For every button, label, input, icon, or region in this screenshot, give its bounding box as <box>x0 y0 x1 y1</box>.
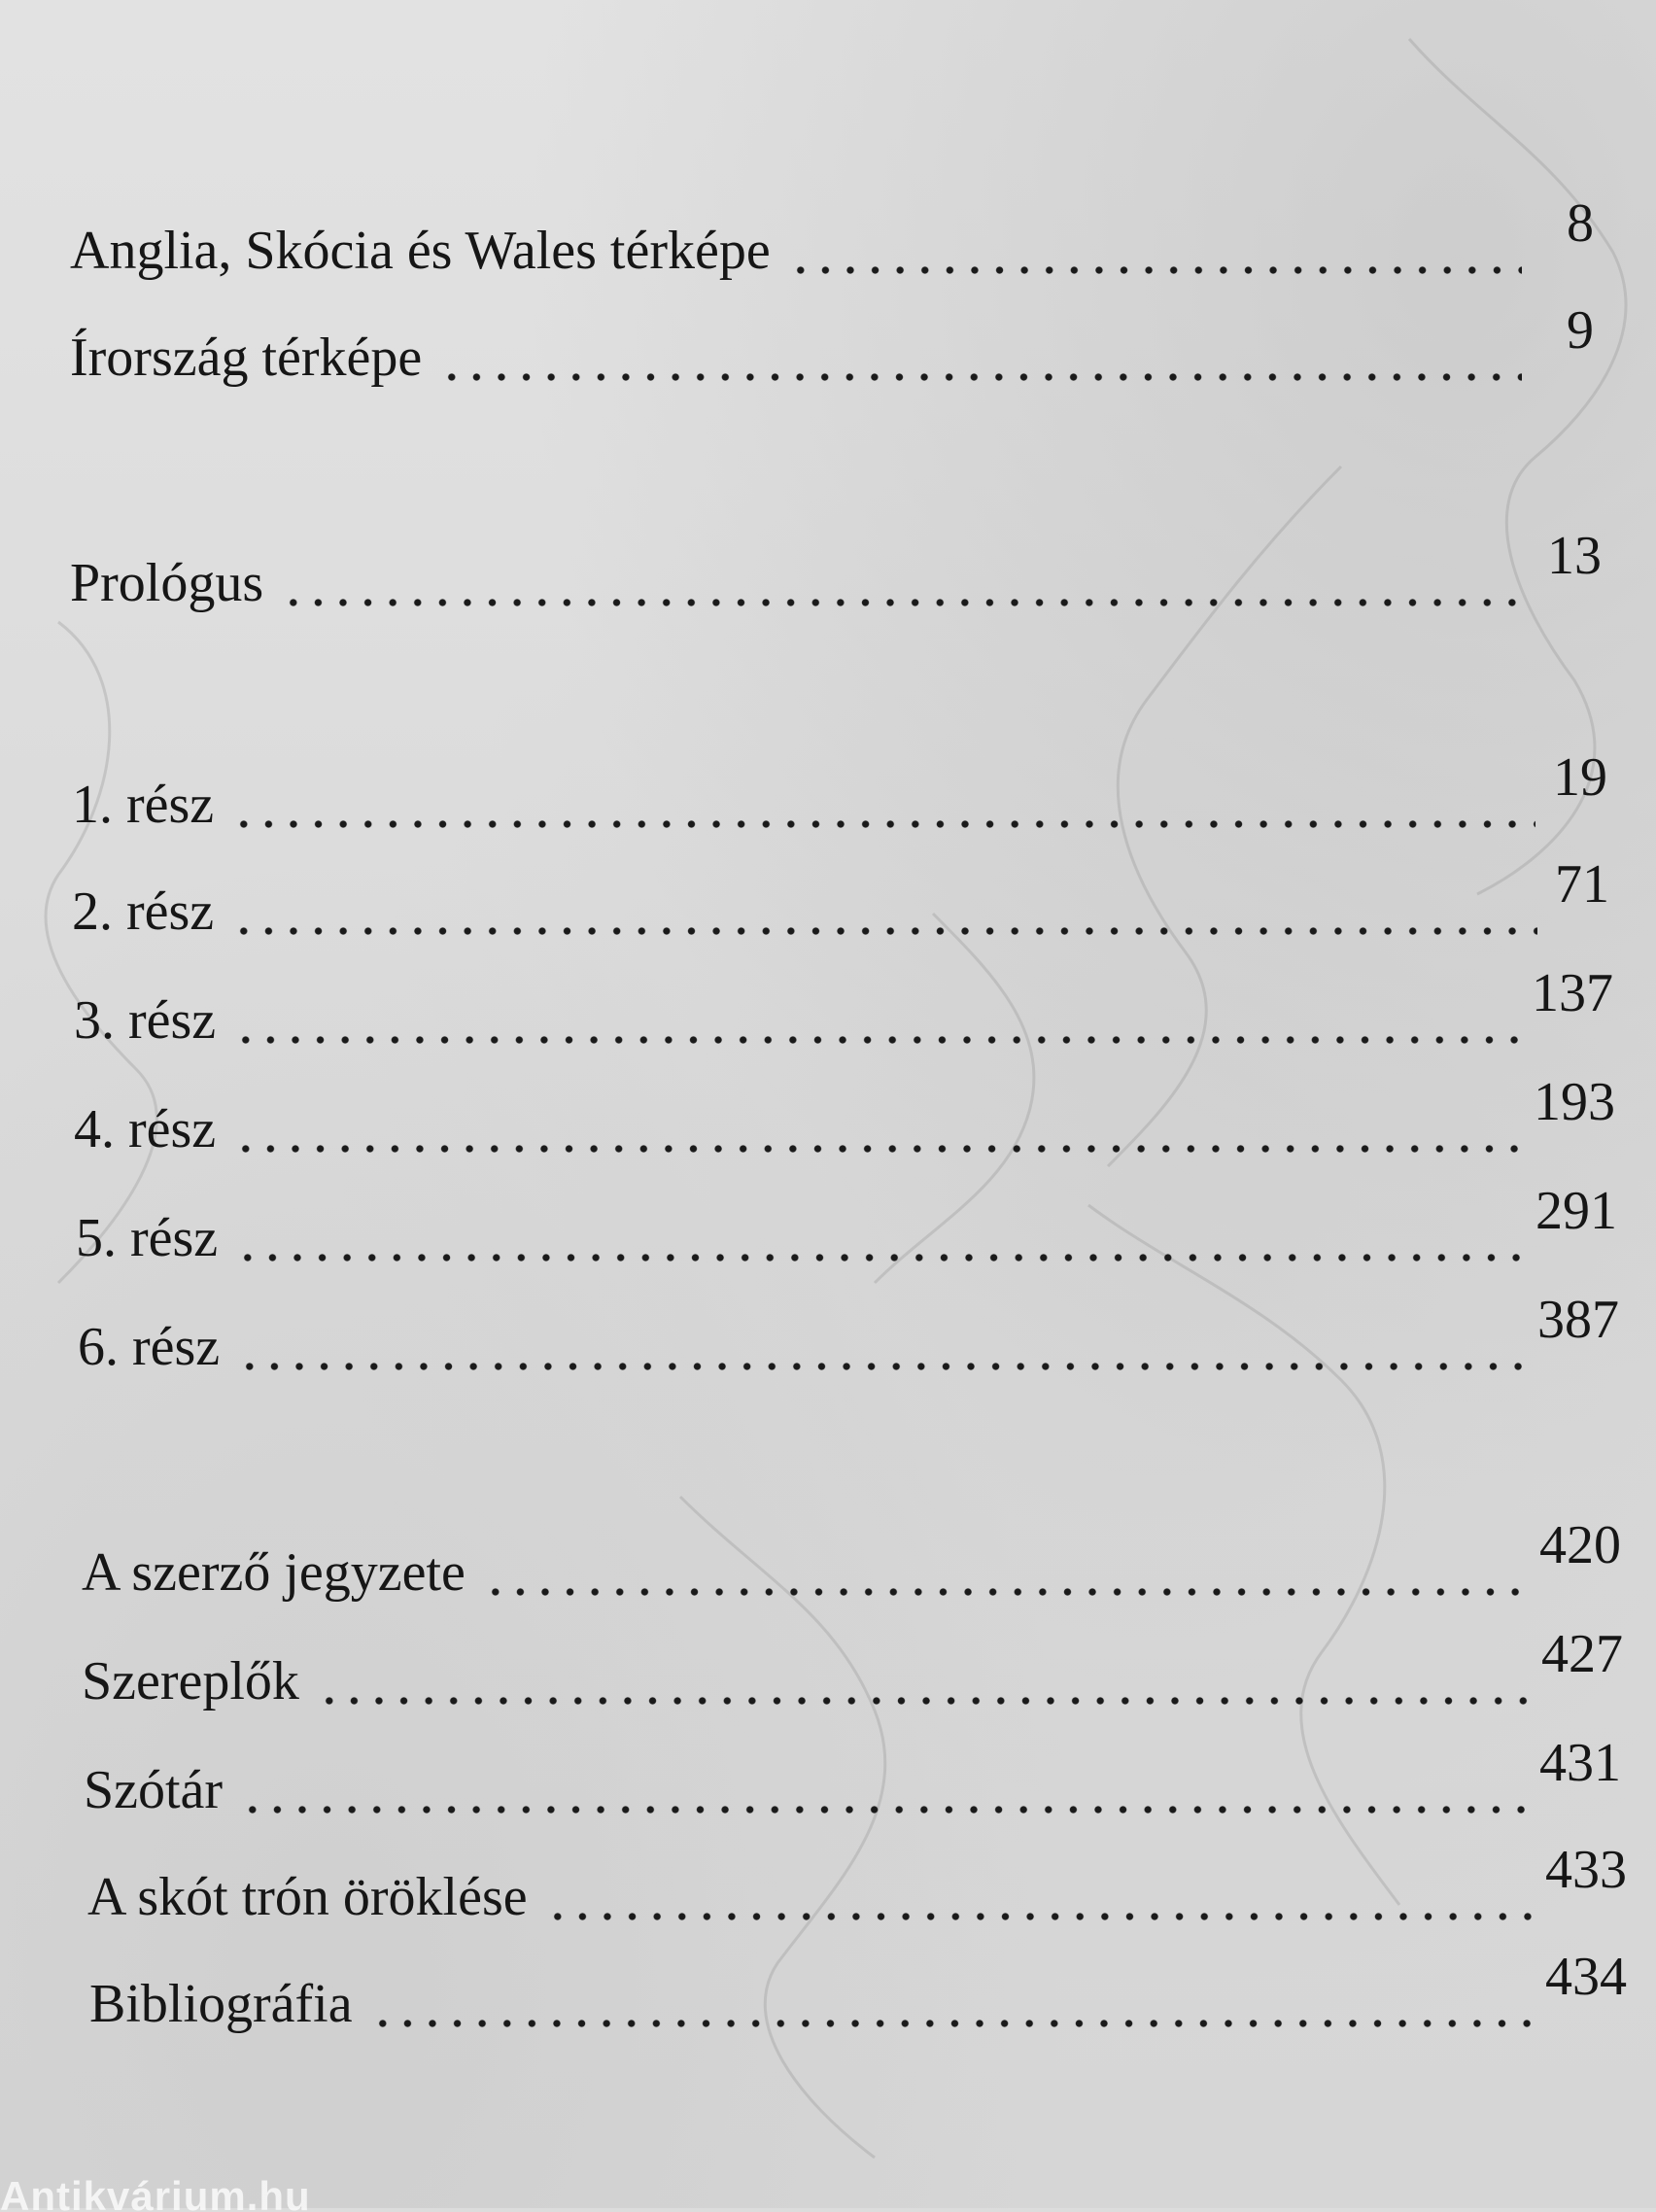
toc-entry-page-number: 420 <box>1539 1515 1621 1575</box>
toc-entry-page-number: 71 <box>1555 854 1609 915</box>
toc-entry-bibliography[interactable] <box>89 1944 1627 2034</box>
dot-leader <box>439 328 1522 383</box>
dot-leader <box>233 991 1518 1046</box>
dot-leader <box>240 1761 1526 1815</box>
dot-leader <box>231 882 1537 937</box>
toc-entry-page-number: 193 <box>1534 1072 1615 1132</box>
toc-entry-glossary[interactable] <box>84 1730 1621 1820</box>
toc-entry-part-2[interactable] <box>72 851 1609 942</box>
toc-entry-part-3[interactable] <box>74 960 1613 1051</box>
toc-entry-page-number: 291 <box>1535 1181 1617 1241</box>
toc-entry-part-1[interactable] <box>72 744 1607 835</box>
toc-entry-title: A skót trón öröklése <box>87 1867 528 1927</box>
toc-entry-title: Szótár <box>84 1760 224 1820</box>
dot-leader <box>281 554 1530 608</box>
dot-leader <box>370 1975 1532 2029</box>
toc-entry-title: Írország térképe <box>70 328 423 388</box>
toc-entry-title: Prológus <box>70 553 264 613</box>
toc-entry-title: 1. rész <box>72 775 215 835</box>
toc-entry-page-number: 433 <box>1545 1840 1627 1900</box>
dot-leader <box>483 1543 1526 1598</box>
dot-leader <box>231 776 1535 830</box>
toc-entry-map-ireland[interactable] <box>70 297 1594 388</box>
toc-entry-title: 2. rész <box>72 881 215 942</box>
toc-entry-title: 3. rész <box>74 990 217 1051</box>
toc-entry-page-number: 434 <box>1545 1947 1627 2007</box>
toc-entry-part-4[interactable] <box>74 1069 1615 1157</box>
toc-entry-title: Szereplők <box>82 1651 299 1711</box>
toc-entry-characters[interactable] <box>82 1621 1623 1709</box>
dot-leader <box>235 1209 1522 1263</box>
dot-leader <box>788 222 1522 276</box>
dot-leader <box>545 1868 1532 1922</box>
toc-entry-page-number: 13 <box>1547 526 1602 586</box>
dot-leader <box>317 1652 1528 1707</box>
toc-entry-page-number: 431 <box>1539 1733 1621 1793</box>
toc-entry-page-number: 8 <box>1567 193 1594 254</box>
toc-entry-title: 5. rész <box>76 1208 219 1268</box>
watermark-text: Antikvárium.hu <box>0 2173 311 2212</box>
toc-entry-authors-note[interactable] <box>82 1512 1621 1603</box>
toc-entry-page-number: 427 <box>1541 1624 1623 1684</box>
toc-entry-page-number: 387 <box>1537 1290 1619 1350</box>
toc-entry-page-number: 19 <box>1553 747 1607 808</box>
toc-entry-title: Anglia, Skócia és Wales térképe <box>70 221 771 281</box>
toc-entry-page-number: 137 <box>1532 963 1613 1023</box>
toc-entry-title: Bibliográfia <box>89 1974 353 2034</box>
dot-leader <box>237 1318 1524 1372</box>
toc-entry-title: 6. rész <box>78 1317 221 1377</box>
toc-entry-scottish-succession[interactable] <box>87 1837 1627 1927</box>
toc-entry-part-6[interactable] <box>78 1287 1619 1377</box>
dot-leader <box>233 1100 1520 1155</box>
toc-entry-prologue[interactable] <box>70 523 1602 613</box>
toc-entry-map-britain[interactable] <box>70 190 1594 281</box>
toc-entry-title: A szerző jegyzete <box>82 1542 466 1603</box>
toc-entry-title: 4. rész <box>74 1099 217 1159</box>
toc-entry-part-5[interactable] <box>76 1178 1617 1268</box>
toc-entry-page-number: 9 <box>1567 300 1594 361</box>
